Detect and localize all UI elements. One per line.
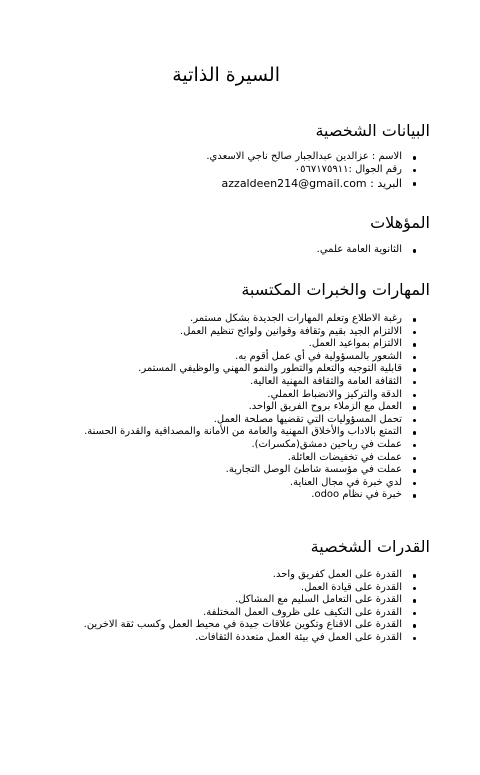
list-item: رغبة الاطلاع وتعلم المهارات الجديدة بشكل مستمر. [70, 313, 430, 326]
list-item: عملت في رياحين دمشق(مكسرات). [70, 439, 430, 452]
page-title: السيرة الذاتية [172, 64, 280, 86]
abilities-list [70, 569, 430, 645]
list-item: الثقافة العامة والثقافة المهنية العالية. [70, 376, 430, 389]
skills-list [70, 313, 430, 502]
list-item: القدرة على العمل في بيئة العمل متعددة الثقافات. [70, 632, 430, 645]
list-item: القدرة على الاقناع وتكوين علاقات جيدة في محيط العمل وكسب ثقة الاخرين. [70, 619, 430, 632]
personal-info-list [70, 151, 430, 191]
section-heading-qualifications: المؤهلات [370, 213, 430, 232]
list-item: القدرة على العمل كفريق واحد. [70, 569, 430, 582]
list-item-email: البريد : azzaldeen214@gmail.com [70, 176, 430, 191]
list-item: التمتع بالاداب والأخلاق المهنية والعامة من الأمانة والمصداقية والقدرة الحسنة. [70, 426, 430, 439]
list-item: الثانوية العامة علمي. [70, 244, 430, 257]
list-item: عملت في مؤسسة شاطئ الوصل التجارية. [70, 464, 430, 477]
qualifications-section [70, 213, 430, 257]
list-item: القدرة على التكيف على ظروف العمل المختلفة. [70, 607, 430, 620]
personal-info-section [70, 121, 430, 191]
abilities-section [70, 537, 430, 645]
section-heading-skills: المهارات والخبرات المكتسبة [241, 280, 430, 299]
section-heading-personal: البيانات الشخصية [315, 121, 430, 140]
skills-section [70, 280, 430, 502]
list-item-phone: رقم الجوال :٠٥٦٧١٧٥٩١١ [70, 164, 430, 177]
list-item: لدي خبرة في مجال العناية. [70, 477, 430, 490]
list-item: عملت في تخفيضات العائلة. [70, 452, 430, 465]
list-item: الدقة والتركيز والانضباط العملي. [70, 389, 430, 402]
section-heading-abilities: القدرات الشخصية [310, 537, 430, 556]
list-item: الالتزام الجيد بقيم وثقافة وقوانين ولوائح تنظيم العمل. [70, 326, 430, 339]
list-item: العمل مع الزملاء بروح الفريق الواحد. [70, 401, 430, 414]
list-item: القدرة على التعامل السليم مع المشاكل. [70, 594, 430, 607]
list-item: الشعور بالمسؤولية في أي عمل أقوم به. [70, 351, 430, 364]
qualifications-list [70, 244, 430, 257]
list-item: خبرة في نظام odoo. [70, 489, 430, 502]
list-item-name: الاسم : عزالدين عبدالجبار صالح ناجي الاسعدي. [70, 151, 430, 164]
list-item: تحمل المسؤوليات التي تقضيها مصلحة العمل. [70, 414, 430, 427]
list-item: قابلية التوجيه والتعلم والتطور والنمو المهني والوظيفي المستمر. [70, 363, 430, 376]
list-item: الالتزام بمواعيد العمل. [70, 338, 430, 351]
list-item: القدرة على قيادة العمل. [70, 582, 430, 595]
